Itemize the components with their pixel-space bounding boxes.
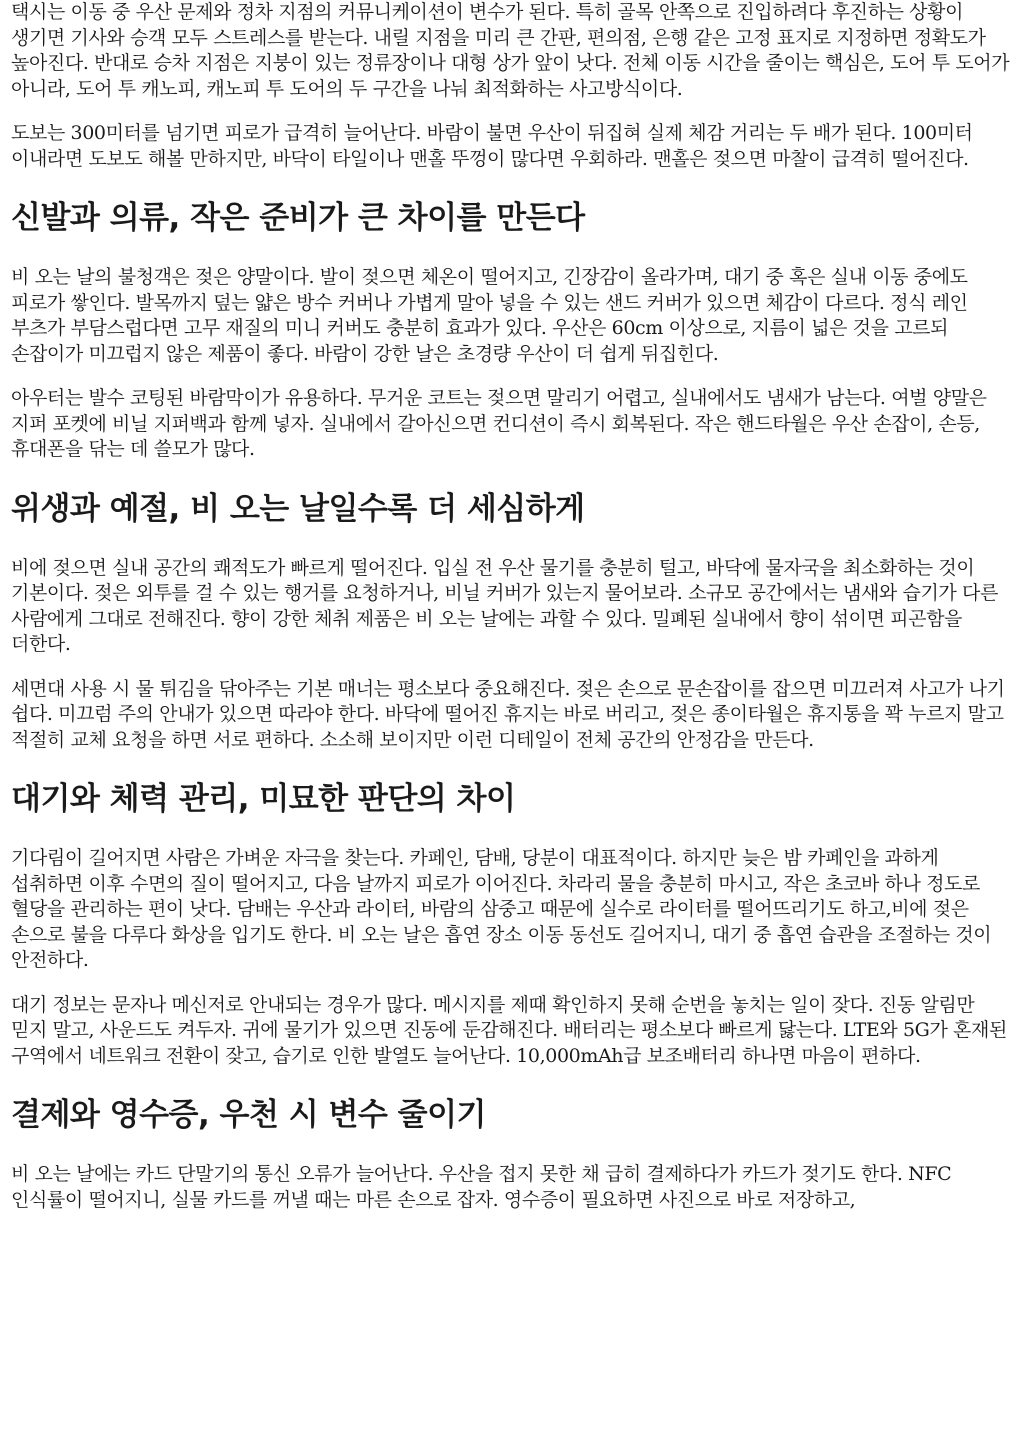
article-paragraph: 비 오는 날의 불청객은 젖은 양말이다. 발이 젖으면 체온이 떨어지고, 긴장감이 올라가며, 대기 중 혹은 실내 이동 중에도 피로가 쌓인다. 발목까지 덮는 얇은 방수 커버나 가볍게 말아 넣을 수 있는 샌드 커버가 있으면 체감이 다르다. 정식 레인 부츠가 부담스럽다면 고무 재질의 미니 커버도 충분히 효과가 있다. 우산은 60cm 이상으로, 지름이 넓은 것을 고르되 손잡이가 미끄럽지 않은 제품이 좋다. 바람이 강한 날은 초경량 우산이 더 쉽게 뒤집힌다. (11, 266, 968, 365)
article-paragraph: 기다림이 길어지면 사람은 가벼운 자극을 찾는다. 카페인, 담배, 당분이 대표적이다. 하지만 늦은 밤 카페인을 과하게 섭취하면 이후 수면의 질이 떨어지고, 다음 날까지 피로가 이어진다. 차라리 물을 충분히 마시고, 작은 초코바 하나 정도로 혈당을 관리하는 편이 낫다. 담배는 우산과 라이터, 바람의 삼중고 때문에 실수로 라이터를 떨어뜨리기도 하고,비에 젖은 손으로 불을 다루다 화상을 입기도 한다. 비 오는 날은 흡연 장소 이동 동선도 길어지니, 대기 중 흡연 습관을 조절하는 것이 안전하다. (11, 847, 992, 971)
section-heading: 대기와 체력 관리, 미묘한 판단의 차이 (11, 781, 516, 817)
section-heading: 신발과 의류, 작은 준비가 큰 차이를 만든다 (11, 200, 585, 236)
article-paragraph: 대기 정보는 문자나 메신저로 안내되는 경우가 많다. 메시지를 제때 확인하지 못해 순번을 놓치는 일이 잦다. 진동 알림만 믿지 말고, 사운드도 켜두자. 귀에 물기가 있으면 진동에 둔감해진다. 배터리는 평소보다 빠르게 닳는다. LTE와 5G가 혼재된 구역에서 네트워크 전환이 잦고, 습기로 인한 발열도 늘어난다. 10,000mAh급 보조배터리 하나면 마음이 편하다. (11, 993, 1007, 1067)
article-paragraph: 아우터는 발수 코팅된 바람막이가 유용하다. 무거운 코트는 젖으면 말리기 어렵고, 실내에서도 냄새가 남는다. 여벌 양말은 지퍼 포켓에 비닐 지퍼백과 함께 넣자. 실내에서 갈아신으면 컨디션이 즉시 회복된다. 작은 핸드타월은 우산 손잡이, 손등, 휴대폰을 닦는 데 쓸모가 많다. (11, 387, 987, 460)
article-paragraph: 비에 젖으면 실내 공간의 쾌적도가 빠르게 떨어진다. 입실 전 우산 물기를 충분히 털고, 바닥에 물자국을 최소화하는 것이 기본이다. 젖은 외투를 걸 수 있는 행거를 요청하거나, 비닐 커버가 있는지 물어보라. 소규모 공간에서는 냄새와 습기가 다른 사람에게 그대로 전해진다. 향이 강한 체취 제품은 비 오는 날에는 과할 수 있다. 밀폐된 실내에서 향이 섞이면 피곤함을 더한다. (11, 556, 998, 655)
article-paragraph: 택시는 이동 중 우산 문제와 정차 지점의 커뮤니케이션이 변수가 된다. 특히 골목 안쪽으로 진입하려다 후진하는 상황이 생기면 기사와 승객 모두 스트레스를 받는다. 내릴 지점을 미리 큰 간판, 편의점, 은행 같은 고정 표지로 지정하면 정확도가 높아진다. 반대로 승차 지점은 지붕이 있는 정류장이나 대형 상가 앞이 낫다. 전체 이동 시간을 줄이는 핵심은, 도어 투 도어가 아니라, 도어 투 캐노피, 캐노피 투 도어의 두 구간을 나눠 최적화하는 사고방식이다. (11, 1, 1010, 100)
article-paragraph: 도보는 300미터를 넘기면 피로가 급격히 늘어난다. 바람이 불면 우산이 뒤집혀 실제 체감 거리는 두 배가 된다. 100미터 이내라면 도보도 해볼 만하지만, 바닥이 타일이나 맨홀 뚜껑이 많다면 우회하라. 맨홀은 젖으면 마찰이 급격히 떨어진다. (11, 122, 973, 170)
section-heading: 결제와 영수증, 우천 시 변수 줄이기 (11, 1097, 486, 1133)
section-heading: 위생과 예절, 비 오는 날일수록 더 세심하게 (11, 490, 585, 527)
article-paragraph: 세면대 사용 시 물 튀김을 닦아주는 기본 매너는 평소보다 중요해진다. 젖은 손으로 문손잡이를 잡으면 미끄러져 사고가 나기 쉽다. 미끄럼 주의 안내가 있으면 따라야 한다. 바닥에 떨어진 휴지는 바로 버리고, 젖은 종이타월은 휴지통을 꽉 누르지 말고 적절히 교체 요청을 하면 서로 편하다. 소소해 보이지만 이런 디테일이 전체 공간의 안정감을 만든다. (11, 677, 1005, 751)
article-paragraph: 비 오는 날에는 카드 단말기의 통신 오류가 늘어난다. 우산을 접지 못한 채 급히 결제하다가 카드가 젖기도 한다. NFC 인식률이 떨어지니, 실물 카드를 꺼낼 때는 마른 손으로 잡자. 영수증이 필요하면 사진으로 바로 저장하고, (11, 1163, 952, 1211)
